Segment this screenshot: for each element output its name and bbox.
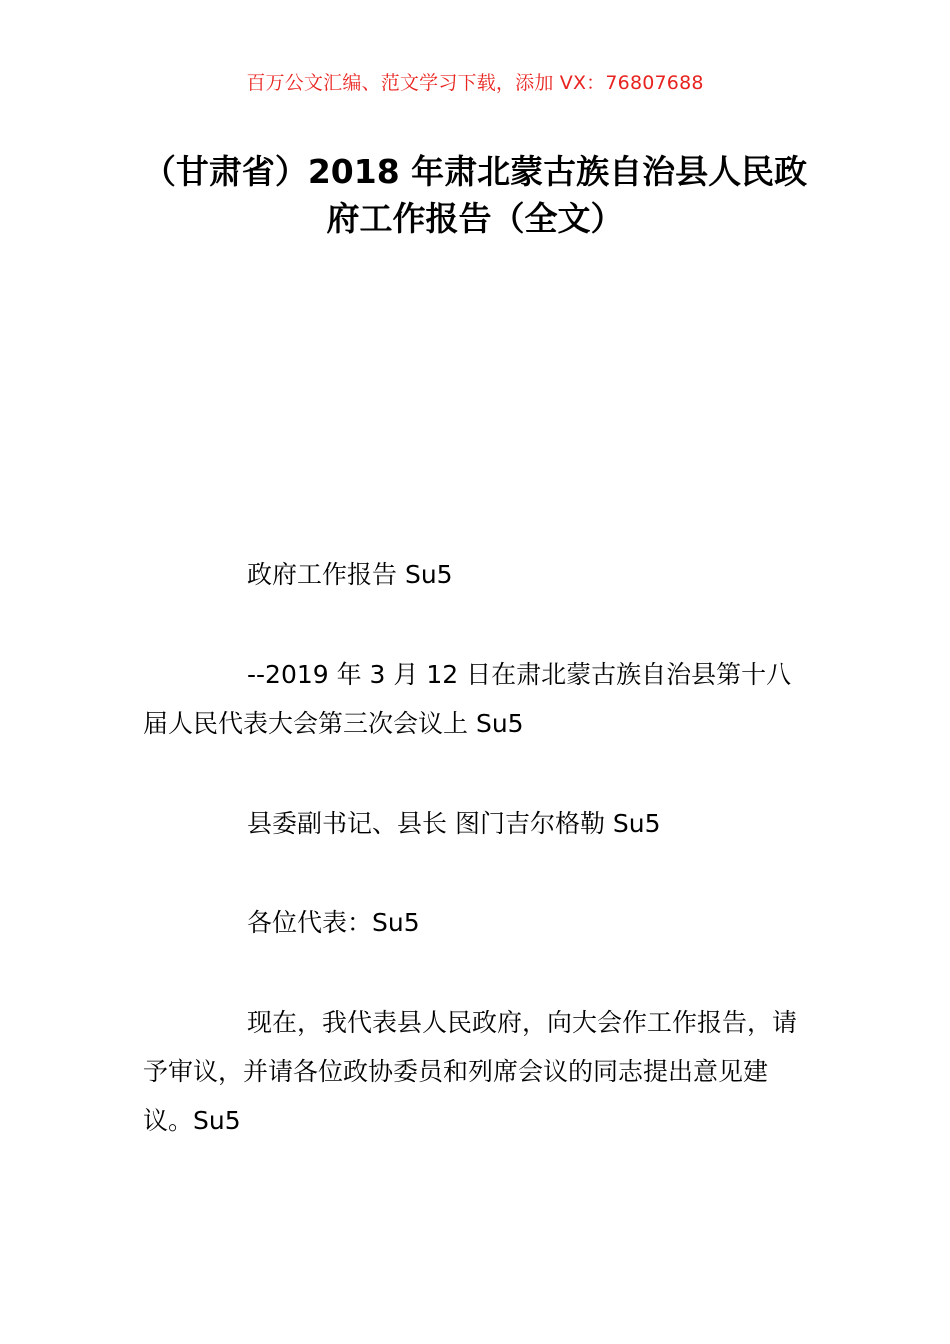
meeting-date-line: --2019 年 3 月 12 日在肃北蒙古族自治县第十八届人民代表大会第三次会议上 Su5 bbox=[143, 660, 792, 738]
speaker-line: 县委副书记、县长 图门吉尔格勒 Su5 bbox=[247, 809, 661, 838]
report-heading: 政府工作报告 Su5 bbox=[247, 560, 453, 589]
promo-header: 百万公文汇编、范文学习下载，添加 VX：76807688 bbox=[246, 72, 704, 94]
document-title: （甘肃省）2018 年肃北蒙古族自治县人民政府工作报告（全文） bbox=[142, 152, 808, 238]
opening-paragraph: 现在，我代表县人民政府，向大会作工作报告，请予审议，并请各位政协委员和列席会议的同志提出意见建议。Su5 bbox=[143, 1008, 798, 1135]
salutation: 各位代表：Su5 bbox=[247, 908, 420, 937]
